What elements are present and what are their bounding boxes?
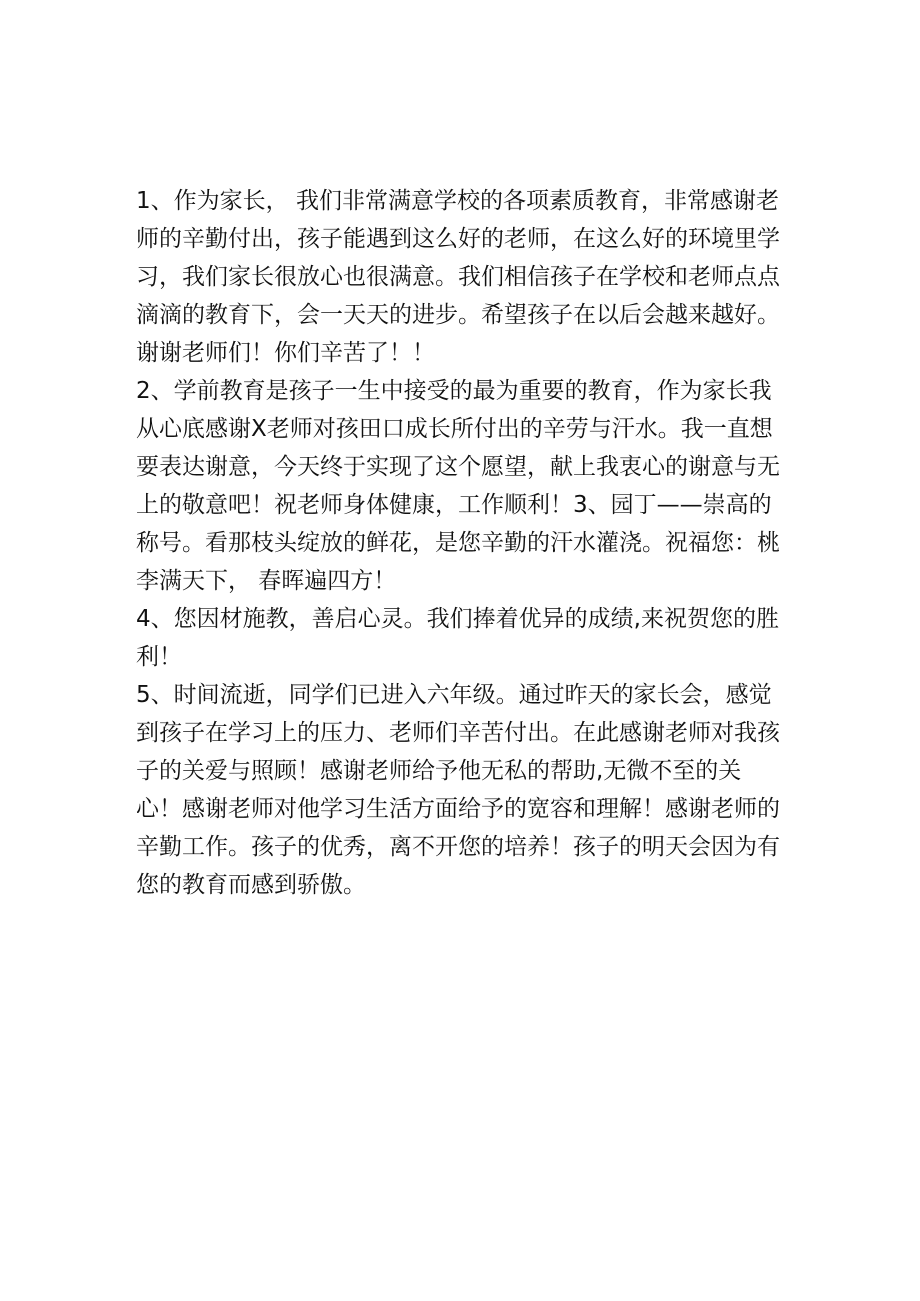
text-line: 2、学前教育是孩子一生中接受的最为重要的教育，作为家长我 [136,378,772,404]
text-line: 辛勤工作。孩子的优秀，离不开您的培养！孩子的明天会因为有 [136,834,780,860]
text-line: 称号。看那枝头绽放的鲜花，是您辛勤的汗水灌浇。祝福您：桃 [136,530,780,556]
document-body [136,182,796,904]
text-line: 您的教育而感到骄傲。 [136,872,366,898]
text-line: 滴滴的教育下，会一天天的进步。希望孩子在以后会越来越好。 [136,302,780,328]
text-line: 4、您因材施教，善启心灵。我们捧着优异的成绩,来祝贺您的胜 [136,606,779,632]
text-line: 1、作为家长， 我们非常满意学校的各项素质教育，非常感谢老 [136,188,779,214]
text-line: 习，我们家长很放心也很满意。我们相信孩子在学校和老师点点 [136,264,780,290]
text-line: 5、时间流逝，同学们已进入六年级。通过昨天的家长会，感觉 [136,682,772,708]
text-line: 从心底感谢X老师对孩田口成长所付出的辛劳与汗水。我一直想 [136,416,773,442]
text-line: 上的敬意吧！祝老师身体健康，工作顺利！3、园丁——崇高的 [136,492,772,518]
text-line: 子的关爱与照顾！感谢老师给予他无私的帮助,无微不至的关 [136,758,742,784]
text-line: 心！感谢老师对他学习生活方面给予的宽容和理解！感谢老师的 [136,796,780,822]
text-line: 要表达谢意，今天终于实现了这个愿望，献上我衷心的谢意与无 [136,454,780,480]
text-line: 李满天下， 春晖遍四方！ [136,568,397,594]
text-line: 谢谢老师们！你们辛苦了！！ [136,340,435,366]
text-line: 利！ [136,644,182,670]
text-line: 师的辛勤付出，孩子能遇到这么好的老师，在这么好的环境里学 [136,226,780,252]
text-line: 到孩子在学习上的压力、老师们辛苦付出。在此感谢老师对我孩 [136,720,780,746]
